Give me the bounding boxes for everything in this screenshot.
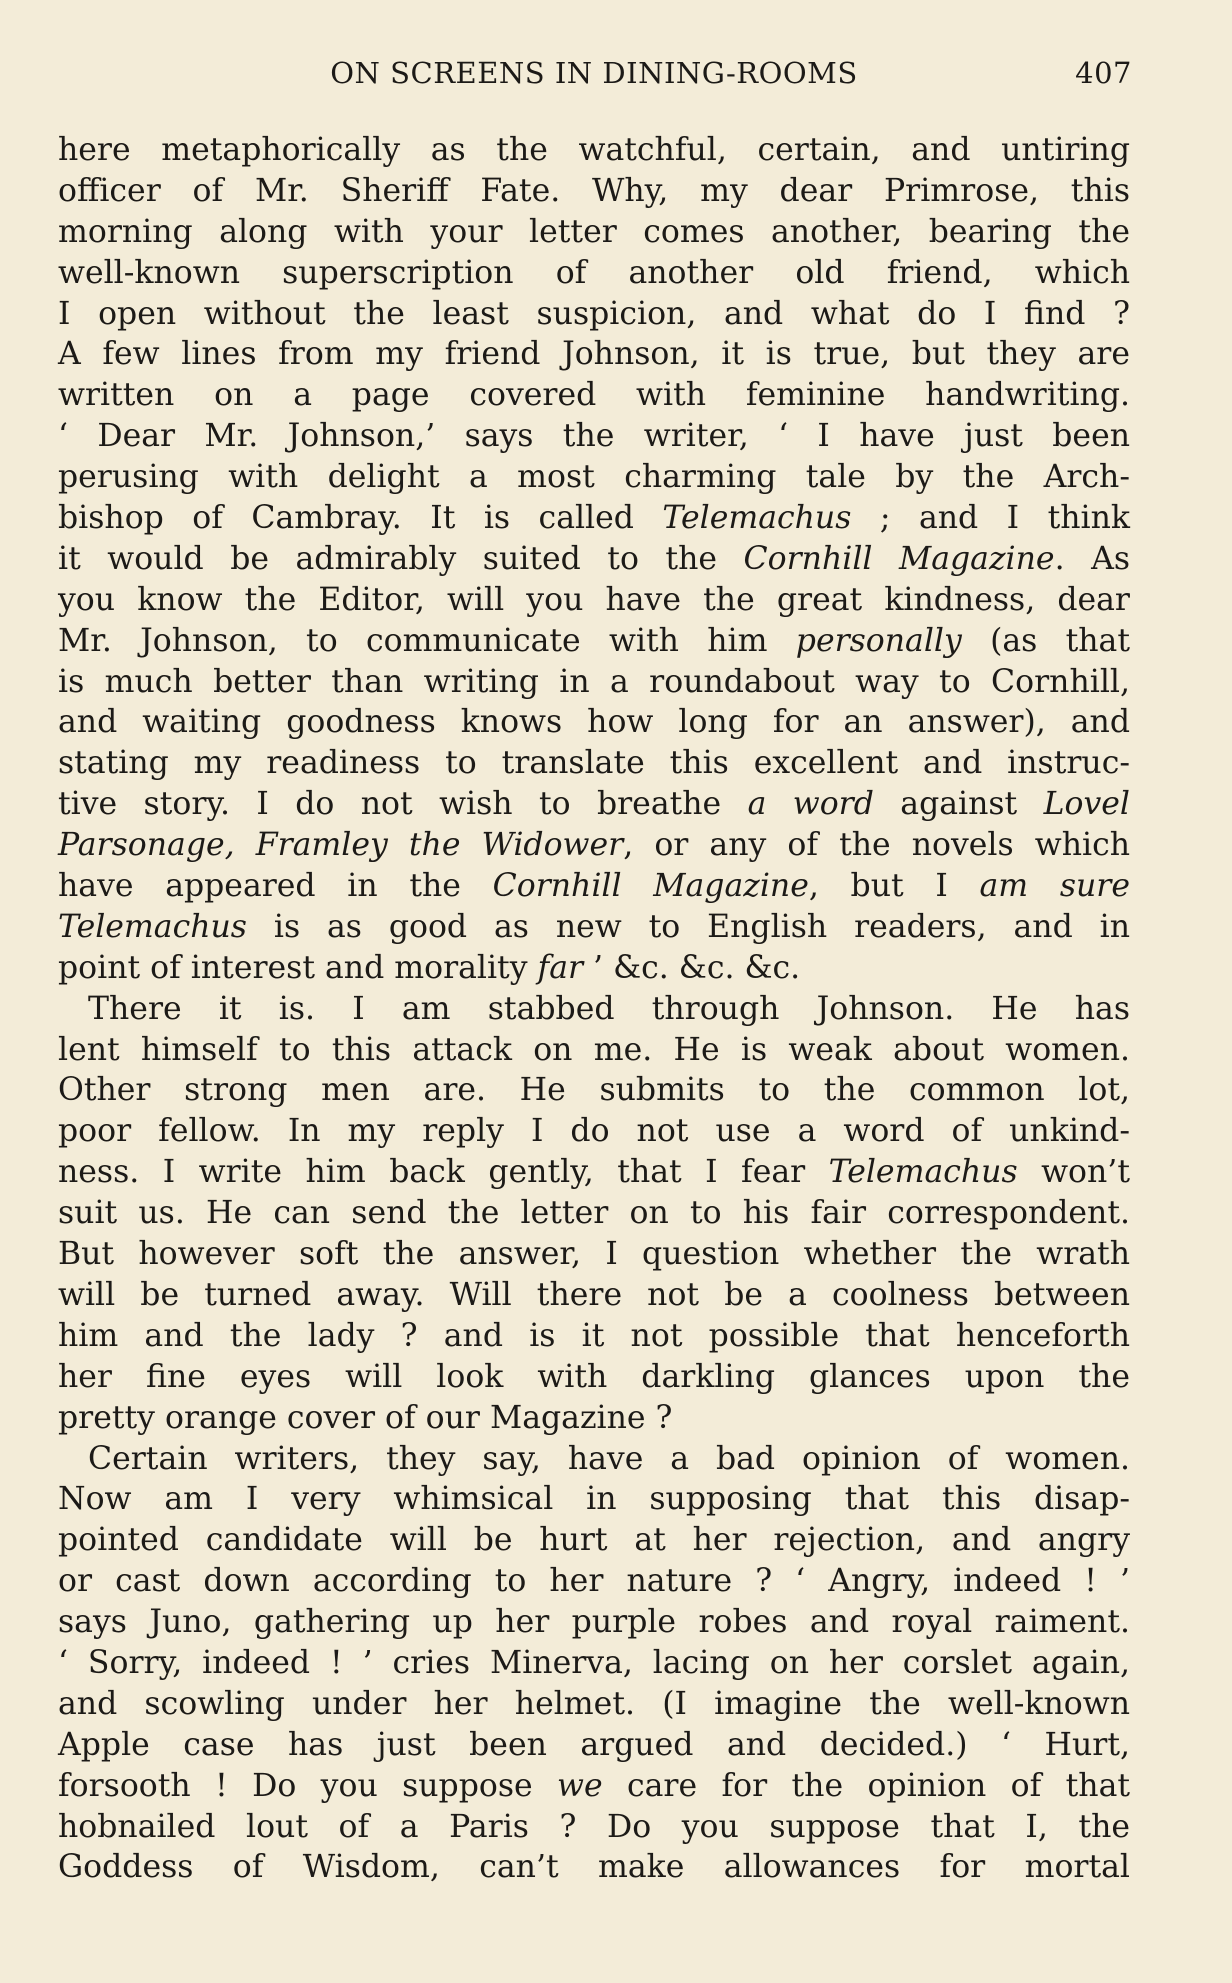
text-line: written on a page covered with feminine handwriting. — [58, 377, 1130, 414]
text-line: Mr. Johnson, to communicate with him personally (as that — [58, 622, 1131, 659]
running-head — [56, 56, 1132, 96]
text-line: him and the lady ? and is it not possible that henceforth — [58, 1317, 1130, 1354]
text-line: Certain writers, they say, have a bad opinion of women. — [88, 1440, 1130, 1477]
text-line: hobnailed lout of a Paris ? Do you suppose that I, the — [58, 1808, 1130, 1845]
text-line: But however soft the answer, I question whether the wrath — [58, 1236, 1130, 1273]
text-line: suit us. He can send the letter on to his fair correspondent. — [58, 1195, 1130, 1232]
text-line: you know the Editor, will you have the great kindness, dear — [58, 581, 1130, 618]
text-line: have appeared in the Cornhill Magazine, but I am sure — [58, 868, 1130, 905]
text-line: and waiting goodness knows how long for an answer), and — [58, 704, 1130, 741]
text-line: pointed candidate will be hurt at her rejection, and angry — [58, 1522, 1130, 1559]
text-line: ‘ Dear Mr. Johnson,’ says the writer, ‘ I have just been — [58, 418, 1130, 455]
text-line: bishop of Cambray. It is called Telemachus ; and I think — [58, 500, 1130, 537]
text-line: pretty orange cover of our Magazine ? — [58, 1399, 673, 1436]
text-line: officer of Mr. Sheriff Fate. Why, my dear Primrose, this — [58, 172, 1130, 209]
text-line: well-known superscription of another old friend, which — [58, 254, 1130, 291]
text-line: tive story. I do not wish to breathe a word against Lovel — [58, 786, 1130, 823]
text-line: perusing with delight a most charming tale by the Arch- — [58, 459, 1130, 496]
text-line: Goddess of Wisdom, can’t make allowances for mortal — [58, 1849, 1130, 1886]
text-line: Parsonage, Framley the Widower, or any of the novels which — [58, 827, 1130, 864]
text-line: her fine eyes will look with darkling glances upon the — [58, 1358, 1130, 1395]
running-title: ON SCREENS IN DINING-ROOMS — [330, 56, 858, 90]
text-line: and scowling under her helmet. (I imagine the well-known — [58, 1685, 1130, 1722]
text-line: lent himself to this attack on me. He is weak about women. — [58, 1031, 1130, 1068]
text-line: forsooth ! Do you suppose we care for the opinion of that — [58, 1767, 1131, 1804]
body-text — [58, 130, 1130, 1888]
text-line: A few lines from my friend Johnson, it is true, but they are — [58, 336, 1130, 373]
text-line: Apple case has just been argued and decided.) ‘ Hurt, — [58, 1726, 1130, 1763]
text-line: ness. I write him back gently, that I fear Telemachus won’t — [58, 1154, 1130, 1191]
text-line: Other strong men are. He submits to the common lot, — [58, 1072, 1130, 1109]
text-line: here metaphorically as the watchful, certain, and untiring — [58, 132, 1130, 168]
text-line: is much better than writing in a roundabout way to Cornhill, — [58, 663, 1130, 700]
text-line: Telemachus is as good as new to English readers, and in — [58, 908, 1130, 945]
text-line: says Juno, gathering up her purple robes and royal raiment. — [58, 1604, 1130, 1641]
text-line: point of interest and morality far ’ &c. &c. &c. — [58, 949, 801, 986]
text-line: ‘ Sorry, indeed ! ’ cries Minerva, lacing on her corslet again, — [58, 1644, 1130, 1681]
text-line: stating my readiness to translate this excellent and instruc- — [58, 745, 1130, 782]
text-line: I open without the least suspicion, and what do I find ? — [58, 295, 1130, 332]
text-line: it would be admirably suited to the Cornhill Magazine. As — [58, 540, 1131, 577]
text-line: There it is. I am stabbed through Johnson. He has — [88, 990, 1130, 1027]
text-line: or cast down according to her nature ? ‘ Angry, indeed ! ’ — [58, 1563, 1130, 1600]
text-line: Now am I very whimsical in supposing that this disap- — [58, 1481, 1130, 1518]
text-line: will be turned away. Will there not be a coolness between — [58, 1276, 1130, 1313]
text-line: morning along with your letter comes another, bearing the — [58, 213, 1130, 250]
text-line: poor fellow. In my reply I do not use a word of unkind- — [58, 1113, 1130, 1150]
page-number: 407 — [1075, 56, 1132, 90]
